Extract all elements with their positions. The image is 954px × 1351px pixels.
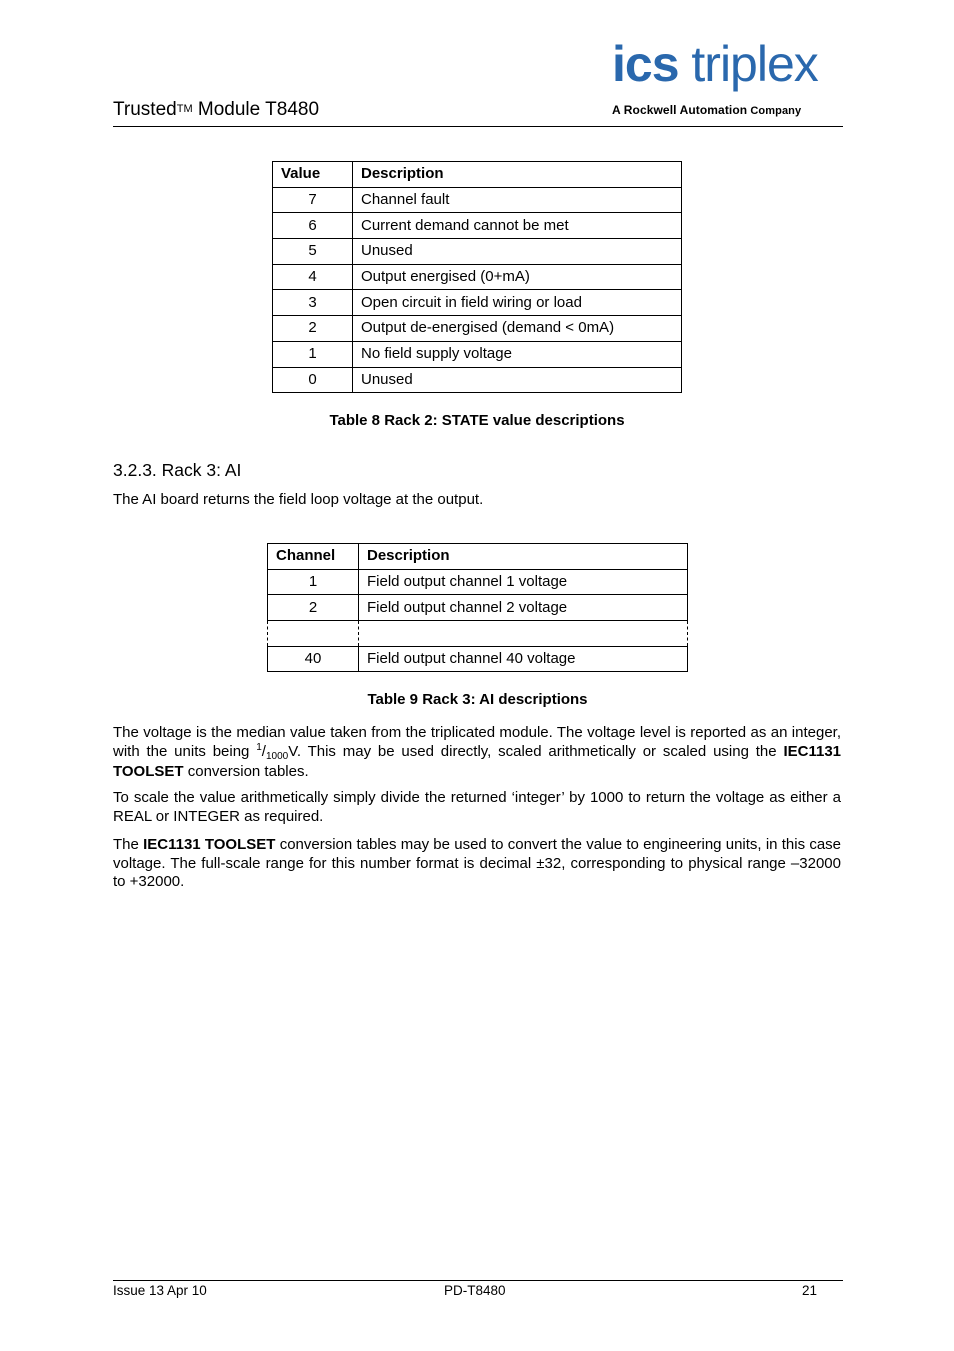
table-header-row — [268, 544, 688, 570]
table-row — [268, 646, 688, 672]
table-header-row — [273, 162, 682, 188]
paragraph-conversion-tables — [113, 836, 841, 892]
header-divider — [113, 126, 843, 127]
section-intro: The AI board returns the field loop voltage at the output. — [113, 491, 484, 508]
table-row — [268, 595, 688, 621]
table-row — [273, 187, 682, 213]
table-row — [273, 239, 682, 265]
text-run: The — [113, 836, 144, 853]
description-cell: Open circuit in field wiring or load — [353, 290, 682, 316]
table-row — [268, 569, 688, 595]
value-cell: 5 — [273, 239, 353, 265]
state-values-table — [272, 161, 682, 393]
logo-wordmark — [612, 36, 818, 92]
value-cell: 0 — [273, 367, 353, 393]
description-cell: Field output channel 2 voltage — [359, 595, 688, 621]
footer-document-id: PD-T8480 — [444, 1283, 506, 1298]
description-cell: Output energised (0+mA) — [353, 264, 682, 290]
table-8-caption: Table 8 Rack 2: STATE value descriptions — [329, 412, 625, 429]
value-cell: 1 — [273, 341, 353, 367]
page-number: 21 — [802, 1283, 818, 1298]
text-run: V. This may be used directly, scaled arithmetically or scaled using the — [288, 742, 784, 760]
table-row — [273, 367, 682, 393]
value-cell: 4 — [273, 264, 353, 290]
channel-cell: 1 — [268, 569, 359, 595]
document-title — [113, 99, 319, 121]
trademark-mark: TM — [176, 103, 193, 115]
channel-cell: 40 — [268, 646, 359, 672]
channel-cell: 2 — [268, 595, 359, 621]
table-row — [273, 213, 682, 239]
company-logo — [612, 36, 844, 118]
description-cell: No field supply voltage — [353, 341, 682, 367]
ai-channels-table — [267, 543, 688, 672]
fraction-slash: / — [261, 742, 266, 760]
table-row — [273, 341, 682, 367]
logo-tagline-main: A Rockwell Automation — [612, 103, 748, 117]
description-cell: Unused — [353, 367, 682, 393]
footer-divider — [113, 1280, 843, 1281]
title-prefix: Trusted — [113, 99, 177, 120]
toolset-name: IEC1131 TOOLSET — [113, 742, 841, 780]
logo-word-bold: ics — [612, 36, 679, 92]
description-cell: Current demand cannot be met — [353, 213, 682, 239]
text-run: conversion tables may be used to convert the value to engineering units, in this case voltage. The full-scale range for this number format is decimal ±32, corresponding to physical range –32000 to +32000. — [113, 836, 842, 890]
table-row — [273, 264, 682, 290]
channel-cell — [268, 621, 359, 647]
table-ellipsis-row — [268, 621, 688, 647]
description-cell: Unused — [353, 239, 682, 265]
description-cell — [359, 621, 688, 647]
paragraph-scaling: To scale the value arithmetically simply divide the returned ‘integer’ by 1000 to return the voltage as either a REAL or INTEGER as required. — [113, 789, 841, 825]
logo-tagline — [612, 103, 801, 117]
column-header-value: Value — [273, 162, 353, 188]
table-9-caption: Table 9 Rack 3: AI descriptions — [367, 691, 588, 708]
text-run: The voltage is the median value taken from the triplicated module. The voltage level is reported as an integer, with the units being — [113, 724, 841, 760]
description-cell: Field output channel 40 voltage — [359, 646, 688, 672]
description-cell: Field output channel 1 voltage — [359, 569, 688, 595]
value-cell: 2 — [273, 316, 353, 342]
logo-tagline-company: Company — [747, 105, 802, 117]
description-cell: Output de-energised (demand < 0mA) — [353, 316, 682, 342]
value-cell: 6 — [273, 213, 353, 239]
fraction-numerator: 1 — [256, 741, 262, 753]
text-run: conversion tables. — [183, 763, 309, 780]
title-suffix: Module T8480 — [192, 99, 320, 120]
section-heading: 3.2.3. Rack 3: AI — [113, 460, 242, 480]
paragraph-voltage-units — [113, 724, 841, 782]
fraction-denominator: 1000 — [265, 750, 289, 762]
description-cell: Channel fault — [353, 187, 682, 213]
table-row — [273, 290, 682, 316]
footer-issue: Issue 13 Apr 10 — [113, 1283, 207, 1298]
value-cell: 3 — [273, 290, 353, 316]
column-header-description: Description — [353, 162, 682, 188]
column-header-channel: Channel — [268, 544, 359, 570]
value-cell: 7 — [273, 187, 353, 213]
toolset-name: IEC1131 TOOLSET — [143, 836, 276, 853]
table-row — [273, 316, 682, 342]
column-header-description: Description — [359, 544, 688, 570]
logo-word-light: triplex — [678, 36, 818, 92]
